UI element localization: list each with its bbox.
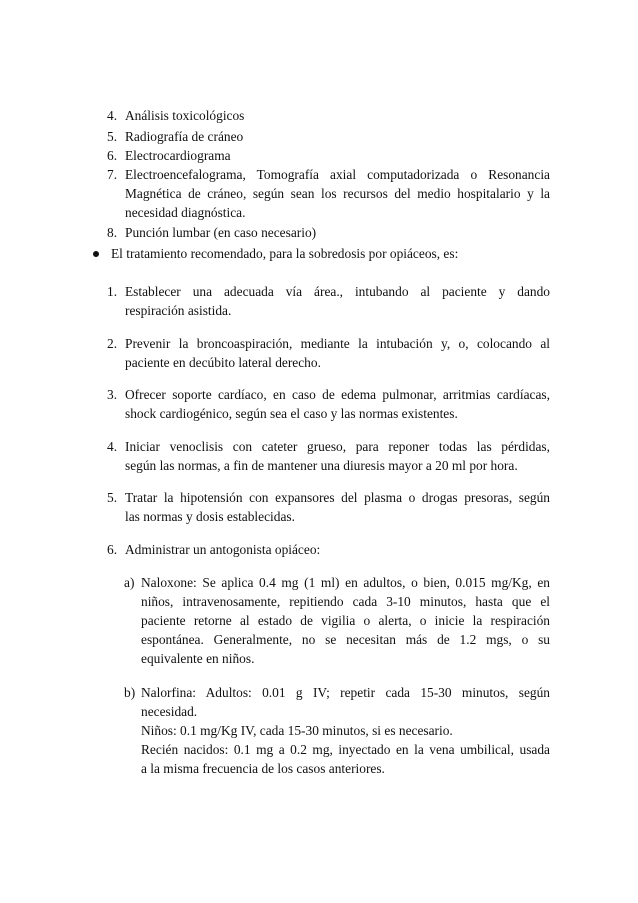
sub-item-text: equivalente en niños.: [141, 651, 255, 666]
list-item-text: necesidad diagnóstica.: [125, 205, 246, 220]
step-number: 4.: [107, 439, 118, 454]
step-number: 2.: [107, 336, 118, 351]
list-item-text: Análisis toxicológicos: [125, 108, 245, 123]
step-text: shock cardiogénico, según sea el caso y las normas existentes.: [125, 406, 458, 421]
step-text: paciente en decúbito lateral derecho.: [125, 355, 321, 370]
step-text: Ofrecer soporte cardíaco, en caso de edema pulmonar, arritmias cardíacas,: [125, 387, 550, 402]
sub-item-label: a): [124, 575, 135, 590]
step-number: 1.: [107, 284, 118, 299]
list-number: 5.: [107, 129, 118, 144]
sub-item-text: a la misma frecuencia de los casos anteriores.: [141, 761, 385, 776]
step-text: Establecer una adecuada vía área., intubando al paciente y dando: [125, 284, 550, 299]
list-number: 8.: [107, 225, 118, 240]
list-number: 6.: [107, 148, 118, 163]
sub-item-text: espontánea. Generalmente, no se necesitan más de 1.2 mgs, o su: [141, 632, 550, 647]
list-number: 7.: [107, 167, 118, 182]
list-item-text: Magnética de cráneo, según sean los recursos del medio hospitalario y la: [125, 186, 550, 201]
sub-item-text: paciente retorne al estado de vigilia o alerta, o inicie la respiración: [141, 613, 550, 628]
list-item-text: Electrocardiograma: [125, 148, 231, 163]
step-text: respiración asistida.: [125, 303, 232, 318]
sub-item-text: Naloxone: Se aplica 0.4 mg (1 ml) en adultos, o bien, 0.015 mg/Kg, en: [141, 575, 550, 590]
step-number: 5.: [107, 490, 118, 505]
sub-item-text: Nalorfina: Adultos: 0.01 g IV; repetir cada 15-30 minutos, según: [141, 685, 550, 700]
bullet-icon: [93, 251, 99, 257]
step-text: Administrar un antogonista opiáceo:: [125, 542, 321, 557]
step-number: 3.: [107, 387, 118, 402]
list-number: 4.: [107, 108, 118, 123]
step-text: Iniciar venoclisis con cateter grueso, para reponer todas las pérdidas,: [125, 439, 550, 454]
list-item-text: Punción lumbar (en caso necesario): [125, 225, 317, 240]
step-number: 6.: [107, 542, 118, 557]
bullet-text: El tratamiento recomendado, para la sobredosis por opiáceos, es:: [111, 246, 459, 261]
step-text: Tratar la hipotensión con expansores del plasma o drogas presoras, según: [125, 490, 550, 505]
sub-item-text: Recién nacidos: 0.1 mg a 0.2 mg, inyectado en la vena umbilical, usada: [141, 742, 550, 757]
sub-item-text: necesidad.: [141, 704, 198, 719]
step-text: según las normas, a fin de mantener una diuresis mayor a 20 ml por hora.: [125, 458, 518, 473]
step-text: Prevenir la broncoaspiración, mediante la intubación y, o, colocando al: [125, 336, 550, 351]
sub-item-text: niños, intravenosamente, repitiendo cada 3-10 minutos, hasta que el: [141, 594, 550, 609]
sub-item-label: b): [124, 685, 136, 700]
step-text: las normas y dosis establecidas.: [125, 509, 295, 524]
list-item-text: Radiografía de cráneo: [125, 129, 244, 144]
list-item-text: Electroencefalograma, Tomografía axial computadorizada o Resonancia: [125, 167, 550, 182]
sub-item-text: Niños: 0.1 mg/Kg IV, cada 15-30 minutos, si es necesario.: [141, 723, 453, 738]
